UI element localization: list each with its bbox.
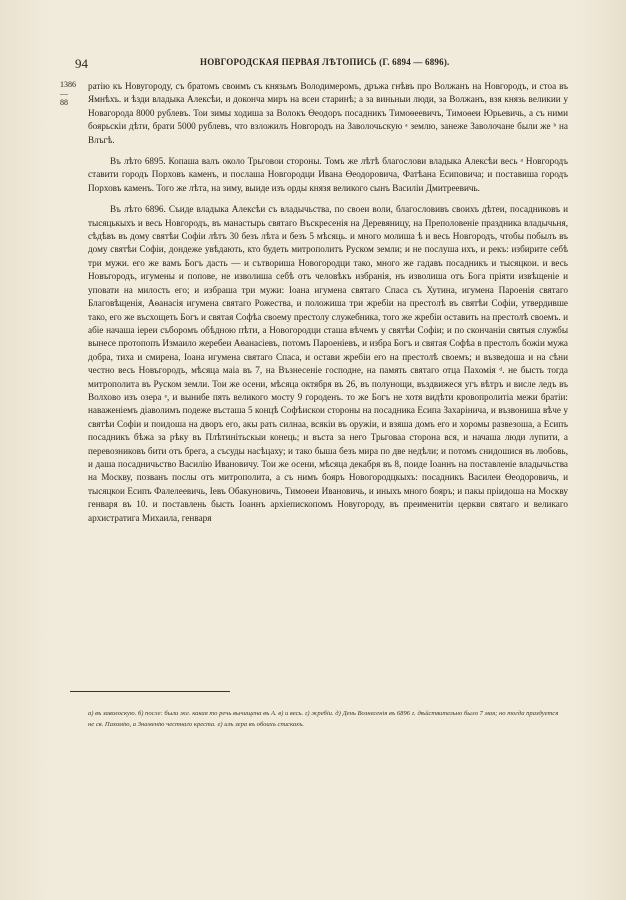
paragraph: ратію къ Новугороду, съ братомъ своимъ съ князьмъ Володимеромъ, дръжа гнѣвъ про Волжанъ на Новгородъ, и стоа въ Ямнѣхъ. и ѣзди владыка Алексѣи, и доконча миръ на всеи старинѣ; а за виньныи люди, за Волжанъ, взя князь великии у Новагорода 8000 рублевъ. Тои зимы ходиша за Волокъ Ѳеодоръ посадникъ Тимоѳеевичъ, Тимоѳеи Юрьевичь, а съ ними боярьскіи дѣти, брати 5000 рублевъ, что взложилъ Новгородъ на Заволочьскую ᵃ землю, занеже Заволочане были же ᵇ на Влъгѣ. [88,81,568,145]
paragraph: Въ лѣто 6896. Съиде владыка Алексѣи съ владычьства, по своеи воли, благословивъ своихъ дѣтеи, посадниковъ и тысяцькыхъ и весь Новгородъ, въ манастырь святаго Въскресенія на Деревяницу, на Преполовеніе праздника владычьня, сѣдѣвъ въ дому святѣи Софіи лѣтъ 30 безъ лѣта и безъ 5 мѣсяць. и много молиша ѣ и весь Новгородъ, чтобы побылъ въ дому святѣи Софіи, дондеже увѣдають, кто будеть митрополитъ Руском земли; и не послуша ихъ, и рекъ: избирите себѣ три мужи. его же вамъ Богъ дасть — и сътвориша Новогородци тако, много же гадавъ посадникъ и тысяцкои. и весь Новъгородъ, игумены и попове, не изволиша себѣ отъ человѣкъ избранія, нъ изволиша отъ Бога пріяти извѣщеніе и уповати на милость его; и избраша три мужи: Іоана игумена святаго Спаса съ Хутина, игумена Пароенія святаго Благовѣщенія, Аѳанасія игумена святаго Рожества, и положиша три жребіи на престолѣ въ святѣи Софіи, утвердивше тако, его же въсхощеть Богъ и святая Софѣа своему престолу служебника, того же жребіи оставить на престолѣ своемъ. и абіе начаша іереи съборомъ обѣдною пѣти, а Новогородци сташа вѣчемъ у святѣи Софіи; и по скончаніи святыя службы вынесе протопопъ Измаило жеребеи Аѳанасіевъ, потомъ Пароеніевъ, и избра Богъ и святая Софѣа в престолъ божіи мужа добра, тиха и смирена, Іоана игумена святаго Спаса, и остави жребіи его на престолѣ своемъ; и възведоша и на сѣни честно весь Новъгородъ, мѣсяца маіа въ 7, на Възнесеніе господне, на память святаго отца Пахомія ᵈ. не бысть тогда митрополита въ Руском земли. Тои же осени, мѣсяца октября въ 26, въ полунощи, въздвижеся угъ вѣтръ и висле ледъ въ Волхово изъ озера ᵉ, и вынибе пять великого мосту 9 городенъ. то же Богъ не хотя видѣти кровопролитіа межи братіи: наваженіемъ діаволимъ подеже въсташа 5 концѣ Софѣискои стороны на посадника Есипа Захарінича, и възвониша вѣче у святѣи Софіи и поидоша на дворъ его, акы рать силнаа, всякіи въ оружіи, и взяша домъ его и хоромы развезоша, а Есипъ посадникъ бѣжа за рѣку въ Плѣтинітьскыи конець; и въста за него Трьговаа сторона вся, и начаша люди лупити, а перевозниковъ бити отъ брега, а съсуды насѣцаху; и тако быша безъ мира по две недѣли; и потомъ снидошися въ любовь, и даша посадничьство Василію Ивановичу. Тои же осени, мѣсяца декабря въ 8, поиде Іоаннъ на поставленіе владычьства на Москву, позванъ послы отъ митрополита, а съ нимъ бояръ Новогородцкыхъ: посадникъ Василеи Ѳеодоровичь, и тысяцкои Есипъ Фалелеевичь, Іевъ Обакуновичь, Тимоѳеи Ивановичь, и иныхъ много бояръ; и пакы пріидоша на Москву генваря въ 10. и поставлень бысть Іоаннъ архіепископомъ Новугороду, въ преименитіи церкви святаго и великаго архистратига Михаила, генваря [88,204,568,523]
footnote-divider [70,691,230,692]
margin-year-note: 1386 —88 [60,80,76,107]
chronicle-text [88,80,568,533]
paragraph: Въ лѣто 6895. Копаша валъ около Трьговои стороны. Томъ же лѣтѣ благослови владыка Алексѣи весь ᵃ Новгородъ ставити городъ Порховъ каменъ, и послаша Новгородци Ивана Ѳеодоровича, Фатѣана Есиповича; и поставиша городъ Порховъ каменъ. Того же лѣта, на зиму, выиде изъ орды князя великого сынъ Василіи Дмитреевичь. [88,156,568,193]
running-title: НОВГОРОДСКАЯ ПЕРВАЯ ЛѢТОПИСЬ (Г. 6894 — 6896). [200,57,450,67]
footnotes: а) въ заволоскую. б) после: были же. какая то речь вычищена въ А. в) и весь. г) жребіи. д) День Вознесенія въ 6896 г. дѣйствительно было 7 мая; но тогда праздуется не св. Пахомію, а Знаменію честнаго креста. е) изъ зера въ обоихъ спискахъ. [88,710,559,728]
page-number: 94 [75,56,88,71]
page-header [75,56,555,72]
